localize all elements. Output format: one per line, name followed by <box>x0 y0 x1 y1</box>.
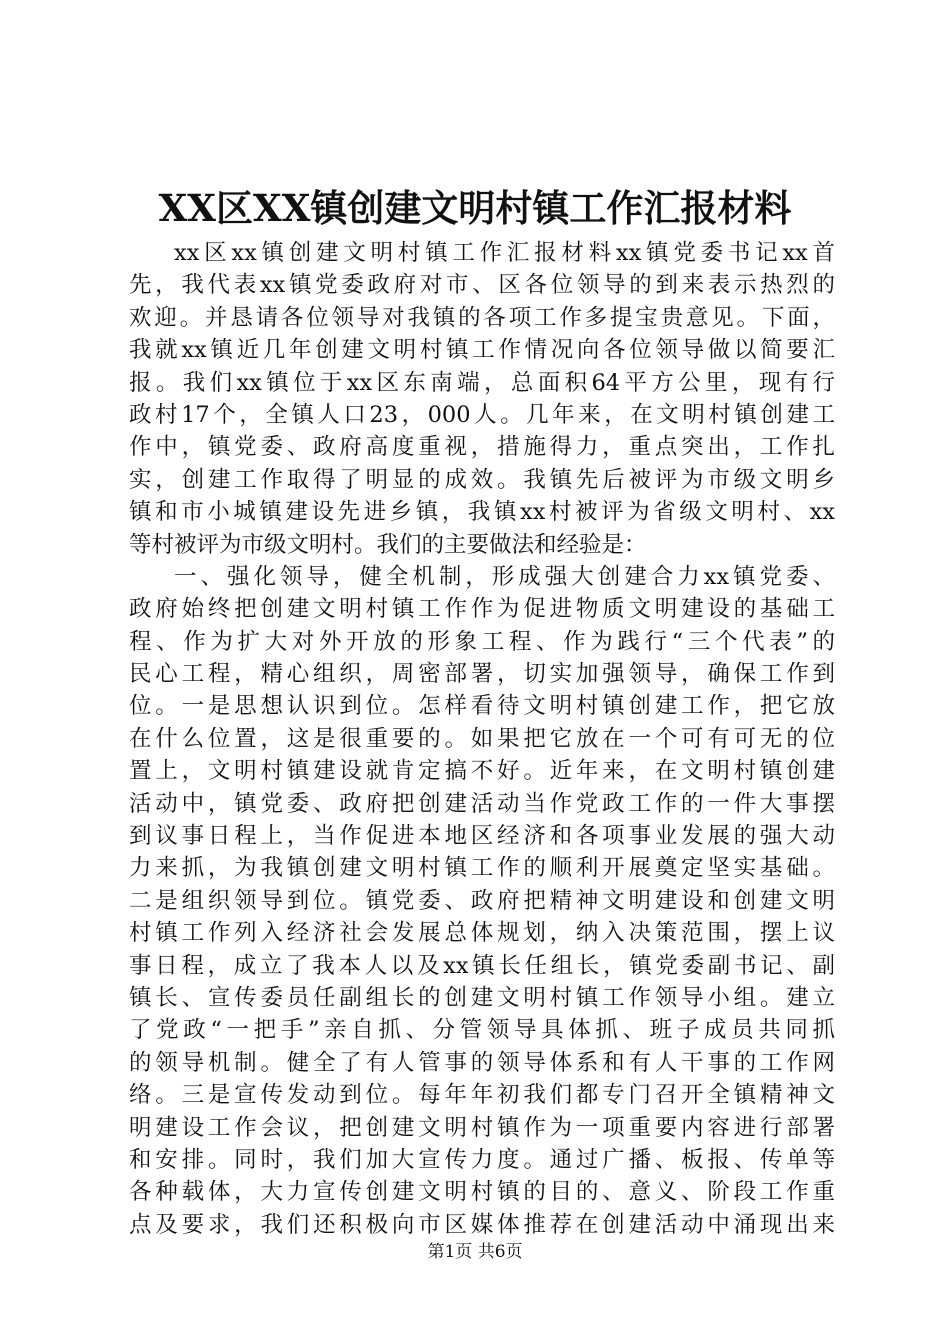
body-line: 村镇工作列入经济社会发展总体规划，纳入决策范围，摆上议 <box>129 920 835 947</box>
body-line: 事日程，成立了我本人以及xx镇长任组长，镇党委副书记、副 <box>129 952 835 979</box>
body-line: 明建设工作会议，把创建文明村镇作为一项重要内容进行部署 <box>129 1114 835 1141</box>
document-title: XX区XX镇创建文明村镇工作汇报材料 <box>158 186 792 230</box>
body-line: 作中，镇党委、政府高度重视，措施得力，重点突出，工作扎 <box>129 434 835 461</box>
body-line: 镇和市小城镇建设先进乡镇，我镇xx村被评为省级文明村、xx <box>129 499 835 526</box>
body-line: 了党政“一把手”亲自抓、分管领导具体抓、班子成员共同抓 <box>129 1017 835 1044</box>
body-line: 的领导机制。健全了有人管事的领导体系和有人干事的工作网 <box>129 1049 835 1076</box>
body-line: 络。三是宣传发动到位。每年年初我们都专门召开全镇精神文 <box>129 1082 835 1109</box>
body-line: 活动中，镇党委、政府把创建活动当作党政工作的一件大事摆 <box>129 790 835 817</box>
body-line: 位。一是思想认识到位。怎样看待文明村镇创建工作，把它放 <box>129 693 835 720</box>
body-line: 置上，文明村镇建设就肯定搞不好。近年来，在文明村镇创建 <box>129 758 835 785</box>
body-line: 点及要求，我们还积极向市区媒体推荐在创建活动中涌现出来 <box>129 1211 835 1238</box>
body-line: 实，创建工作取得了明显的成效。我镇先后被评为市级文明乡 <box>129 466 835 493</box>
body-line: 二是组织领导到位。镇党委、政府把精神文明建设和创建文明 <box>129 887 835 914</box>
body-line: 政府始终把创建文明村镇工作作为促进物质文明建设的基础工 <box>129 596 835 623</box>
body-line: 欢迎。并恳请各位领导对我镇的各项工作多提宝贵意见。下面， <box>129 304 835 331</box>
body-line: 程、作为扩大对外开放的形象工程、作为践行“三个代表”的 <box>129 628 835 655</box>
body-line: 各种载体，大力宣传创建文明村镇的目的、意义、阶段工作重 <box>129 1179 835 1206</box>
body-line: xx区xx镇创建文明村镇工作汇报材料xx镇党委书记xx首 <box>174 240 835 266</box>
body-line: 等村被评为市级文明村。我们的主要做法和经验是： <box>129 531 647 558</box>
body-line: 我就xx镇近几年创建文明村镇工作情况向各位领导做以简要汇 <box>129 337 835 364</box>
body-line: 报。我们xx镇位于xx区东南端，总面积64平方公里，现有行 <box>129 369 835 396</box>
body-line: 力来抓，为我镇创建文明村镇工作的顺利开展奠定坚实基础。 <box>129 855 835 882</box>
document-body <box>129 237 835 1241</box>
body-line: 和安排。同时，我们加大宣传力度。通过广播、板报、传单等 <box>129 1146 835 1173</box>
body-line: 镇长、宣传委员任副组长的创建文明村镇工作领导小组。建立 <box>129 984 835 1011</box>
body-line: 民心工程，精心组织，周密部署，切实加强领导，确保工作到 <box>129 661 835 688</box>
page-footer: 第1页 共6页 <box>427 1242 523 1262</box>
body-line: 政村17个，全镇人口23，000人。几年来，在文明村镇创建工 <box>129 401 835 428</box>
body-line: 一、强化领导，健全机制，形成强大创建合力xx镇党委、 <box>174 563 835 590</box>
body-line: 在什么位置，这是很重要的。如果把它放在一个可有可无的位 <box>129 725 835 752</box>
body-line: 先，我代表xx镇党委政府对市、区各位领导的到来表示热烈的 <box>129 272 835 299</box>
body-line: 到议事日程上，当作促进本地区经济和各项事业发展的强大动 <box>129 823 835 850</box>
